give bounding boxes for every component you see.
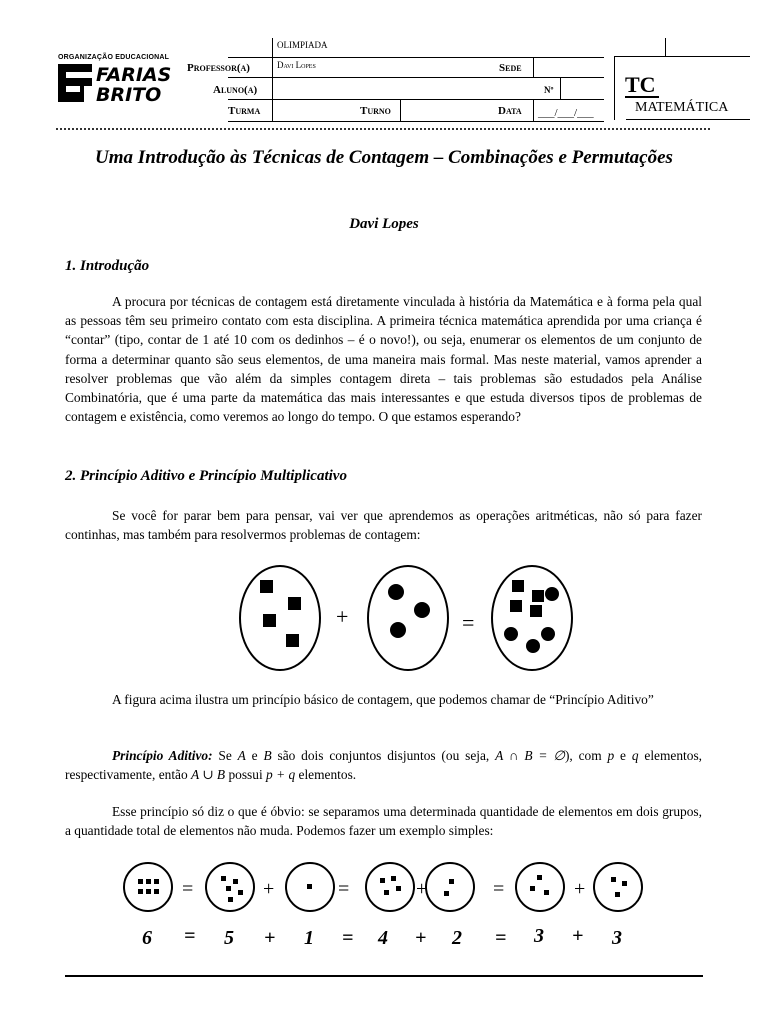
circle-4 bbox=[366, 863, 414, 911]
fig2-op-4: + bbox=[416, 878, 428, 900]
fig2-num-2: 5 bbox=[224, 927, 234, 949]
fig2-op-5: = bbox=[493, 878, 505, 900]
fig2-num-1: 6 bbox=[142, 927, 152, 949]
circle-3b bbox=[594, 863, 642, 911]
aluno-label: Aluno(a) bbox=[213, 84, 258, 96]
circle-6 bbox=[124, 863, 172, 911]
section2-paragraph1 bbox=[65, 506, 702, 544]
olimpiada-label: OLIMPIADA bbox=[277, 40, 328, 50]
section1-text: A procura por técnicas de contagem está diretamente vinculada à história da Matemática e à forma pela qual as pessoas têm seu primeiro contato com esta disciplina. A primeira técnica matemática aprendida por uma criança é “contar” (tipo, contar de 1 até 10 com os dedinhos – é o novo!), ou seja, enumerar os elementos de um conjunto de forma a determinar quanto são seus elementos, de uma maneira mais formal. Mas neste material, vamos aprender a resolver problemas que vão além da simples contagem direta – tais problemas são estudados pela Análise Combinatória, que é uma parte da matemática das mais interessantes e que estuda diversos tipos de problemas de contagem e existência, como veremos ao longo do tempo. O que estamos esperando? bbox=[65, 294, 702, 425]
circle-2 bbox=[426, 863, 474, 911]
fig2-num-5: 2 bbox=[452, 927, 462, 949]
materia-label: MATEMÁTICA bbox=[635, 100, 729, 115]
section2-text2: A figura acima ilustra um princípio básico de contagem, que podemos chamar de “Princípio Aditivo” bbox=[112, 692, 654, 707]
fig2-num-6: 3 bbox=[534, 925, 544, 947]
circle-1 bbox=[286, 863, 334, 911]
tc-label: TC bbox=[625, 72, 656, 97]
header bbox=[0, 0, 768, 130]
section1-heading: 1. Introdução bbox=[65, 258, 150, 274]
section1-paragraph bbox=[65, 292, 702, 426]
fig2-op-3: = bbox=[338, 878, 350, 900]
logo-line2: BRITO bbox=[96, 84, 162, 104]
set-union bbox=[492, 566, 572, 670]
principle-paragraph: Princípio Aditivo: Se A e B são dois conjuntos disjuntos (ou seja, A ∩ B = ∅), com p e q elementos, respectivamente, então A ∪ B possui p + q elementos. bbox=[65, 748, 703, 783]
fig2-num-4: 4 bbox=[378, 927, 388, 949]
plus-sign: + bbox=[336, 604, 349, 629]
fig2-op-6: + bbox=[574, 878, 586, 900]
fig2-num-op-2: + bbox=[264, 927, 276, 949]
data-value: ___/___/___ bbox=[538, 107, 594, 119]
set-a-squares bbox=[240, 566, 320, 670]
logo-line1: FARIAS bbox=[96, 64, 172, 86]
author: Davi Lopes bbox=[349, 216, 419, 232]
section2-paragraph3 bbox=[65, 802, 702, 840]
fig2-num-op-1: = bbox=[184, 925, 196, 947]
section2-heading: 2. Princípio Aditivo e Princípio Multiplicativo bbox=[65, 468, 347, 484]
sede-label: Sede bbox=[499, 62, 522, 74]
fig2-num-3: 1 bbox=[304, 927, 314, 949]
fig2-num-7: 3 bbox=[612, 927, 622, 949]
footer-rule bbox=[65, 975, 703, 977]
header-divider bbox=[56, 128, 710, 130]
fig2-num-op-4: + bbox=[415, 927, 427, 949]
section2-paragraph2 bbox=[65, 690, 702, 709]
principle-label: Princípio Aditivo: bbox=[112, 748, 213, 763]
set-b-circles bbox=[368, 566, 448, 670]
professor-label: Professor(a) bbox=[187, 62, 250, 74]
section2-text1: Se você for parar bem para pensar, vai ver que aprendemos as operações aritméticas, não só para fazer continhas, mas também para resolvermos problemas de contagem: bbox=[65, 508, 702, 543]
decomposition-figure bbox=[118, 862, 650, 952]
circle-5 bbox=[206, 863, 254, 911]
turma-label: Turma bbox=[228, 105, 261, 117]
equals-sign: = bbox=[462, 610, 475, 635]
sets-addition-figure bbox=[238, 562, 578, 674]
numero-label: Nº bbox=[544, 85, 554, 95]
data-label: Data bbox=[498, 105, 522, 117]
professor-value: Davi Lopes bbox=[277, 60, 316, 70]
page-title: Uma Introdução às Técnicas de Contagem – Combinações e Permutações bbox=[95, 147, 673, 168]
farias-brito-logo bbox=[56, 62, 180, 104]
fig2-num-op-6: + bbox=[572, 925, 584, 947]
circle-3a bbox=[516, 863, 564, 911]
logo-org-text: ORGANIZAÇÃO EDUCACIONAL bbox=[58, 54, 170, 61]
fig2-op-1: = bbox=[182, 878, 194, 900]
fig2-num-op-5: = bbox=[495, 927, 507, 949]
fig2-op-2: + bbox=[263, 878, 275, 900]
turno-label: Turno bbox=[360, 105, 391, 117]
section2-text3: Esse princípio só diz o que é óbvio: se separamos uma determinada quantidade de elementos em dois grupos, a quantidade total de elementos não muda. Podemos fazer um exemplo simples: bbox=[65, 804, 702, 839]
fig2-num-op-3: = bbox=[342, 927, 354, 949]
